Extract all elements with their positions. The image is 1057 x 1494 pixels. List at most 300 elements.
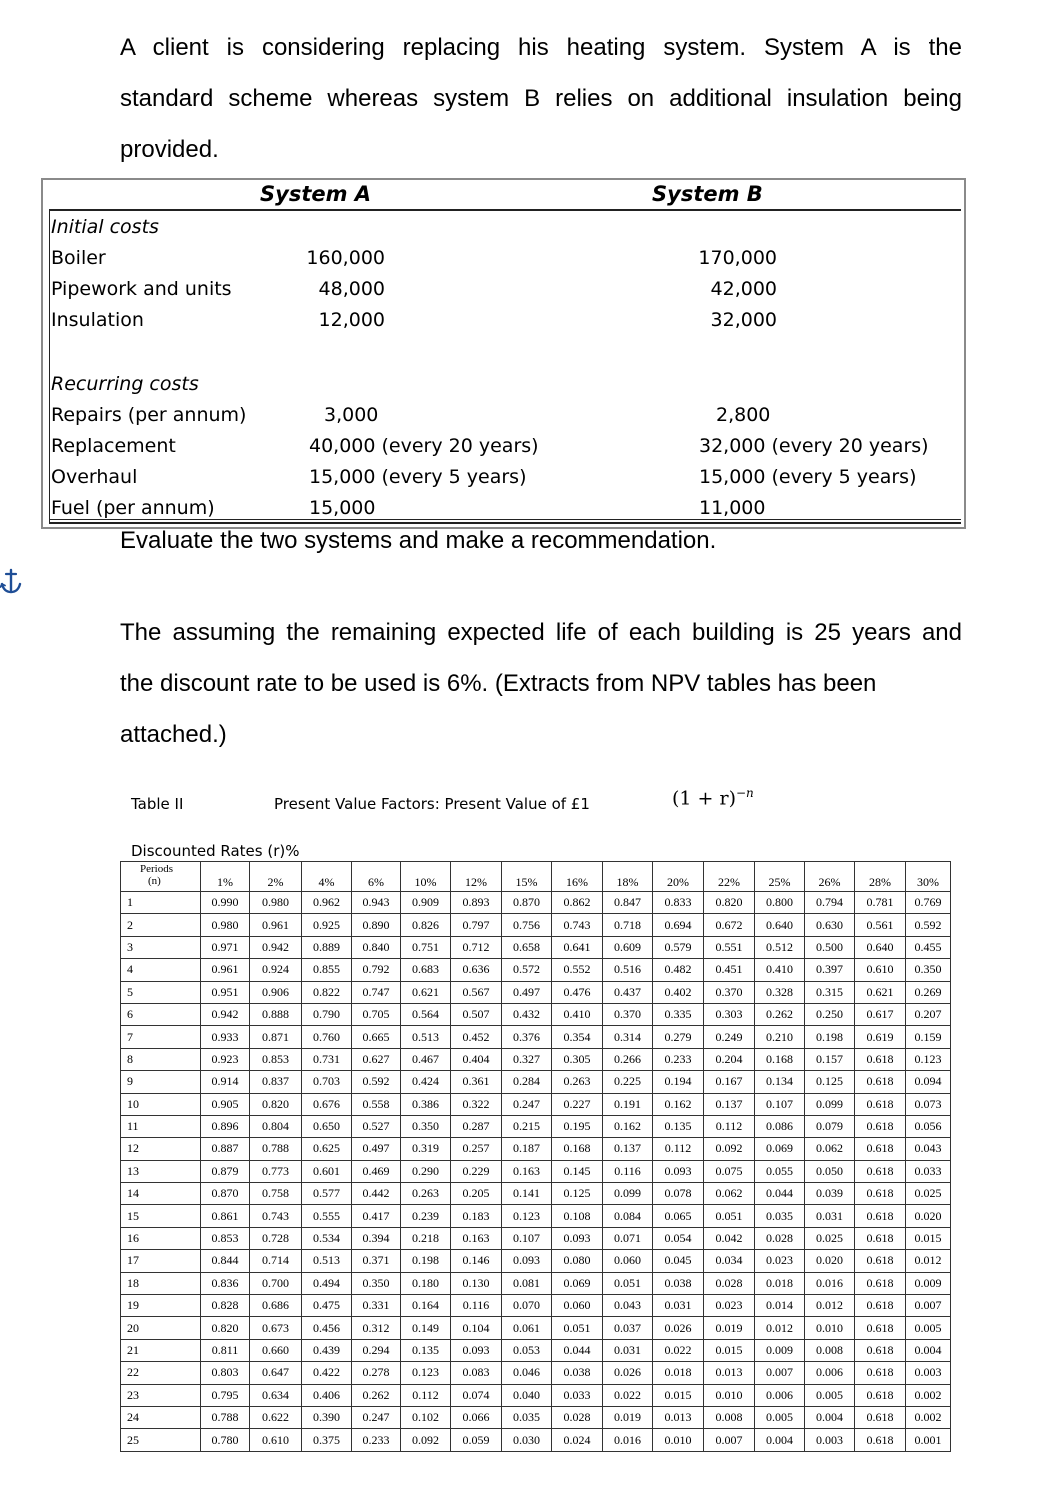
- factor-cell: 0.290: [401, 1160, 451, 1182]
- pv-formula: [672, 786, 754, 809]
- factor-cell: 0.262: [352, 1384, 401, 1406]
- section-label: Initial costs: [51, 216, 159, 238]
- factor-cell: 0.820: [704, 892, 755, 914]
- factor-cell: 0.335: [653, 1003, 704, 1025]
- factor-cell: 0.045: [653, 1250, 704, 1272]
- factor-cell: 0.279: [653, 1026, 704, 1048]
- factor-cell: 0.116: [451, 1295, 502, 1317]
- factor-cell: 0.552: [552, 959, 603, 981]
- factor-cell: 0.820: [250, 1093, 302, 1115]
- factor-cell: 0.051: [603, 1272, 653, 1294]
- factor-cell: 0.162: [653, 1093, 704, 1115]
- factor-cell: 0.386: [401, 1093, 451, 1115]
- factor-cell: 0.833: [653, 892, 704, 914]
- factor-cell: 0.618: [855, 1227, 906, 1249]
- factor-cell: 0.579: [653, 936, 704, 958]
- factor-cell: 0.284: [502, 1071, 552, 1093]
- factor-cell: 0.618: [855, 1205, 906, 1227]
- factor-cell: 0.410: [755, 959, 805, 981]
- discount-rates-label: Discounted Rates (r)%: [131, 842, 300, 860]
- factor-cell: 0.410: [552, 1003, 603, 1025]
- factor-cell: 0.567: [451, 981, 502, 1003]
- period-cell: 1: [121, 892, 201, 914]
- factor-cell: 0.328: [755, 981, 805, 1003]
- factor-cell: 0.527: [352, 1115, 401, 1137]
- factor-cell: 0.204: [704, 1048, 755, 1070]
- table-row: [121, 1093, 951, 1115]
- factor-cell: 0.561: [855, 914, 906, 936]
- period-cell: 10: [121, 1093, 201, 1115]
- factor-cell: 0.028: [552, 1406, 603, 1428]
- factor-cell: 0.062: [704, 1183, 755, 1205]
- factor-cell: 0.074: [451, 1384, 502, 1406]
- table-row: [121, 1183, 951, 1205]
- period-cell: 13: [121, 1160, 201, 1182]
- table-row: [121, 959, 951, 981]
- factor-cell: 0.728: [250, 1227, 302, 1249]
- factor-cell: 0.198: [805, 1026, 855, 1048]
- rate-header: 4%: [302, 862, 352, 892]
- factor-cell: 0.104: [451, 1317, 502, 1339]
- system-b-value: 15,000 (every 5 years): [699, 466, 917, 488]
- factor-cell: 0.075: [704, 1160, 755, 1182]
- periods-label: Periods: [140, 863, 173, 875]
- factor-cell: 0.198: [401, 1250, 451, 1272]
- factor-cell: 0.700: [250, 1272, 302, 1294]
- factor-cell: 0.239: [401, 1205, 451, 1227]
- factor-cell: 0.031: [653, 1295, 704, 1317]
- factor-cell: 0.038: [552, 1362, 603, 1384]
- factor-cell: 0.130: [451, 1272, 502, 1294]
- factor-cell: 0.800: [755, 892, 805, 914]
- factor-cell: 0.513: [302, 1250, 352, 1272]
- factor-cell: 0.376: [502, 1026, 552, 1048]
- factor-cell: 0.060: [603, 1250, 653, 1272]
- factor-cell: 0.187: [502, 1138, 552, 1160]
- rate-header: 16%: [552, 862, 603, 892]
- row-label: Pipework and units: [51, 278, 232, 300]
- factor-cell: 0.961: [201, 959, 250, 981]
- factor-cell: 0.247: [352, 1406, 401, 1428]
- period-cell: 8: [121, 1048, 201, 1070]
- factor-cell: 0.010: [653, 1429, 704, 1451]
- factor-cell: 0.887: [201, 1138, 250, 1160]
- factor-cell: 0.497: [502, 981, 552, 1003]
- factor-cell: 0.558: [352, 1093, 401, 1115]
- factor-cell: 0.004: [755, 1429, 805, 1451]
- factor-cell: 0.610: [855, 959, 906, 981]
- factor-cell: 0.262: [755, 1003, 805, 1025]
- factor-cell: 0.660: [250, 1339, 302, 1361]
- table-row: [121, 1138, 951, 1160]
- factor-cell: 0.909: [401, 892, 451, 914]
- factor-cell: 0.980: [250, 892, 302, 914]
- factor-cell: 0.093: [451, 1339, 502, 1361]
- factor-cell: 0.370: [603, 1003, 653, 1025]
- factor-cell: 0.269: [906, 981, 951, 1003]
- factor-cell: 0.609: [603, 936, 653, 958]
- factor-cell: 0.354: [552, 1026, 603, 1048]
- period-cell: 11: [121, 1115, 201, 1137]
- table-row: [121, 1272, 951, 1294]
- factor-cell: 0.162: [603, 1115, 653, 1137]
- factor-cell: 0.108: [552, 1205, 603, 1227]
- table-row: [121, 936, 951, 958]
- system-b-value: 170,000: [698, 247, 777, 269]
- table-row: [121, 1339, 951, 1361]
- table-row: [121, 1384, 951, 1406]
- factor-cell: 0.375: [302, 1429, 352, 1451]
- rate-header: 10%: [401, 862, 451, 892]
- factor-cell: 0.619: [855, 1026, 906, 1048]
- factor-cell: 0.893: [451, 892, 502, 914]
- factor-cell: 0.350: [906, 959, 951, 981]
- factor-cell: 0.149: [401, 1317, 451, 1339]
- factor-cell: 0.422: [302, 1362, 352, 1384]
- factor-cell: 0.625: [302, 1138, 352, 1160]
- factor-cell: 0.225: [603, 1071, 653, 1093]
- factor-cell: 0.712: [451, 936, 502, 958]
- factor-cell: 0.050: [805, 1160, 855, 1182]
- factor-cell: 0.069: [755, 1138, 805, 1160]
- factor-cell: 0.636: [451, 959, 502, 981]
- factor-cell: 0.622: [250, 1406, 302, 1428]
- factor-cell: 0.951: [201, 981, 250, 1003]
- factor-cell: 0.439: [302, 1339, 352, 1361]
- factor-cell: 0.183: [451, 1205, 502, 1227]
- factor-cell: 0.618: [855, 1429, 906, 1451]
- factor-cell: 0.005: [755, 1406, 805, 1428]
- factor-cell: 0.731: [302, 1048, 352, 1070]
- factor-cell: 0.084: [603, 1205, 653, 1227]
- system-a-header: System A: [260, 182, 372, 206]
- system-b-value: 11,000: [699, 497, 766, 519]
- factor-cell: 0.060: [552, 1295, 603, 1317]
- factor-cell: 0.855: [302, 959, 352, 981]
- factor-cell: 0.797: [451, 914, 502, 936]
- period-cell: 25: [121, 1429, 201, 1451]
- factor-cell: 0.001: [906, 1429, 951, 1451]
- factor-cell: 0.016: [603, 1429, 653, 1451]
- factor-cell: 0.062: [805, 1138, 855, 1160]
- factor-cell: 0.046: [502, 1362, 552, 1384]
- factor-cell: 0.287: [451, 1115, 502, 1137]
- factor-cell: 0.672: [704, 914, 755, 936]
- factor-cell: 0.116: [603, 1160, 653, 1182]
- factor-cell: 0.618: [855, 1406, 906, 1428]
- factor-cell: 0.024: [552, 1429, 603, 1451]
- factor-cell: 0.094: [906, 1071, 951, 1093]
- factor-cell: 0.618: [855, 1250, 906, 1272]
- factor-cell: 0.513: [401, 1026, 451, 1048]
- table-row: [121, 1317, 951, 1339]
- table-row: [121, 1429, 951, 1451]
- factor-cell: 0.013: [653, 1406, 704, 1428]
- factor-cell: 0.005: [805, 1384, 855, 1406]
- factor-cell: 0.676: [302, 1093, 352, 1115]
- factor-cell: 0.022: [603, 1384, 653, 1406]
- factor-cell: 0.790: [302, 1003, 352, 1025]
- system-a-value: 48,000: [318, 278, 385, 300]
- factor-cell: 0.694: [653, 914, 704, 936]
- factor-cell: 0.033: [552, 1384, 603, 1406]
- factor-cell: 0.229: [451, 1160, 502, 1182]
- factor-cell: 0.452: [451, 1026, 502, 1048]
- assumption-line-2: the discount rate to be used is 6%. (Extracts from NPV tables has been: [120, 670, 877, 697]
- factor-cell: 0.137: [603, 1138, 653, 1160]
- factor-cell: 0.890: [352, 914, 401, 936]
- factor-cell: 0.247: [502, 1093, 552, 1115]
- factor-cell: 0.703: [302, 1071, 352, 1093]
- factor-cell: 0.618: [855, 1362, 906, 1384]
- period-cell: 23: [121, 1384, 201, 1406]
- factor-cell: 0.078: [653, 1183, 704, 1205]
- factor-cell: 0.112: [653, 1138, 704, 1160]
- factor-cell: 0.210: [755, 1026, 805, 1048]
- system-a-value: 3,000: [324, 404, 379, 426]
- period-cell: 7: [121, 1026, 201, 1048]
- factor-cell: 0.780: [201, 1429, 250, 1451]
- factor-cell: 0.168: [552, 1138, 603, 1160]
- factor-cell: 0.112: [704, 1115, 755, 1137]
- factor-cell: 0.025: [906, 1183, 951, 1205]
- factor-cell: 0.054: [653, 1227, 704, 1249]
- factor-cell: 0.163: [502, 1160, 552, 1182]
- factor-cell: 0.035: [502, 1406, 552, 1428]
- periods-header: [121, 862, 201, 892]
- factor-cell: 0.781: [855, 892, 906, 914]
- factor-cell: 0.004: [906, 1339, 951, 1361]
- factor-cell: 0.042: [704, 1227, 755, 1249]
- factor-cell: 0.008: [704, 1406, 755, 1428]
- factor-cell: 0.315: [805, 981, 855, 1003]
- factor-cell: 0.914: [201, 1071, 250, 1093]
- factor-cell: 0.135: [653, 1115, 704, 1137]
- factor-cell: 0.942: [250, 936, 302, 958]
- table-row: [121, 1227, 951, 1249]
- factor-cell: 0.467: [401, 1048, 451, 1070]
- intro-paragraph: [120, 22, 962, 175]
- assumption-line-3: attached.): [120, 721, 227, 748]
- table-row: [121, 1205, 951, 1227]
- factor-cell: 0.031: [805, 1205, 855, 1227]
- factor-cell: 0.123: [401, 1362, 451, 1384]
- factor-cell: 0.195: [552, 1115, 603, 1137]
- formula-base: (1 + r): [672, 787, 736, 810]
- rate-header: 25%: [755, 862, 805, 892]
- factor-cell: 0.618: [855, 1160, 906, 1182]
- factor-cell: 0.303: [704, 1003, 755, 1025]
- factor-cell: 0.305: [552, 1048, 603, 1070]
- factor-cell: 0.135: [401, 1339, 451, 1361]
- factor-cell: 0.123: [502, 1205, 552, 1227]
- factor-cell: 0.038: [653, 1272, 704, 1294]
- factor-cell: 0.803: [201, 1362, 250, 1384]
- factor-cell: 0.370: [704, 981, 755, 1003]
- factor-cell: 0.071: [603, 1227, 653, 1249]
- factor-cell: 0.125: [552, 1183, 603, 1205]
- factor-cell: 0.134: [755, 1071, 805, 1093]
- table-row: [121, 1250, 951, 1272]
- factor-cell: 0.194: [653, 1071, 704, 1093]
- factor-cell: 0.758: [250, 1183, 302, 1205]
- factor-cell: 0.743: [250, 1205, 302, 1227]
- factor-cell: 0.756: [502, 914, 552, 936]
- factor-cell: 0.007: [755, 1362, 805, 1384]
- factor-cell: 0.009: [906, 1272, 951, 1294]
- factor-cell: 0.647: [250, 1362, 302, 1384]
- factor-cell: 0.792: [352, 959, 401, 981]
- factor-cell: 0.743: [552, 914, 603, 936]
- factor-cell: 0.853: [201, 1227, 250, 1249]
- factor-cell: 0.004: [805, 1406, 855, 1428]
- factor-cell: 0.014: [755, 1295, 805, 1317]
- row-label: Replacement: [51, 435, 176, 457]
- formula-exponent: −n: [736, 786, 754, 800]
- factor-cell: 0.906: [250, 981, 302, 1003]
- intro-line-3: provided.: [120, 136, 219, 163]
- factor-cell: 0.028: [755, 1227, 805, 1249]
- period-cell: 12: [121, 1138, 201, 1160]
- factor-cell: 0.233: [653, 1048, 704, 1070]
- factor-cell: 0.888: [250, 1003, 302, 1025]
- row-label: Insulation: [51, 309, 144, 331]
- factor-cell: 0.043: [906, 1138, 951, 1160]
- system-a-value: 15,000: [309, 497, 376, 519]
- factor-cell: 0.650: [302, 1115, 352, 1137]
- factor-cell: 0.686: [250, 1295, 302, 1317]
- factor-cell: 0.879: [201, 1160, 250, 1182]
- factor-cell: 0.164: [401, 1295, 451, 1317]
- factor-cell: 0.621: [855, 981, 906, 1003]
- factor-cell: 0.424: [401, 1071, 451, 1093]
- factor-cell: 0.006: [805, 1362, 855, 1384]
- factor-cell: 0.056: [906, 1115, 951, 1137]
- factor-cell: 0.592: [352, 1071, 401, 1093]
- factor-cell: 0.592: [906, 914, 951, 936]
- table-row: [121, 1295, 951, 1317]
- factor-cell: 0.319: [401, 1138, 451, 1160]
- factor-cell: 0.482: [653, 959, 704, 981]
- factor-cell: 0.146: [451, 1250, 502, 1272]
- factor-cell: 0.618: [855, 1384, 906, 1406]
- factor-cell: 0.640: [855, 936, 906, 958]
- factor-cell: 0.018: [653, 1362, 704, 1384]
- factor-cell: 0.658: [502, 936, 552, 958]
- factor-cell: 0.191: [603, 1093, 653, 1115]
- row-label: Boiler: [51, 247, 106, 269]
- rate-header: 1%: [201, 862, 250, 892]
- factor-cell: 0.714: [250, 1250, 302, 1272]
- factor-cell: 0.002: [906, 1406, 951, 1428]
- rate-header: 26%: [805, 862, 855, 892]
- factor-cell: 0.013: [704, 1362, 755, 1384]
- factor-cell: 0.044: [755, 1183, 805, 1205]
- row-label: Fuel (per annum): [51, 497, 215, 519]
- period-cell: 17: [121, 1250, 201, 1272]
- factor-cell: 0.933: [201, 1026, 250, 1048]
- rate-header: 18%: [603, 862, 653, 892]
- factor-cell: 0.025: [805, 1227, 855, 1249]
- factor-cell: 0.163: [451, 1227, 502, 1249]
- table-row: [121, 892, 951, 914]
- factor-cell: 0.035: [755, 1205, 805, 1227]
- factor-cell: 0.020: [805, 1250, 855, 1272]
- factor-cell: 0.361: [451, 1071, 502, 1093]
- factor-cell: 0.610: [250, 1429, 302, 1451]
- table-row: [121, 1160, 951, 1182]
- factor-cell: 0.618: [855, 1115, 906, 1137]
- factor-cell: 0.080: [552, 1250, 603, 1272]
- table-row: [121, 1048, 951, 1070]
- system-a-value: 15,000 (every 5 years): [309, 466, 527, 488]
- factor-cell: 0.861: [201, 1205, 250, 1227]
- factor-cell: 0.627: [352, 1048, 401, 1070]
- factor-cell: 0.023: [704, 1295, 755, 1317]
- factor-cell: 0.137: [704, 1093, 755, 1115]
- factor-cell: 0.250: [805, 1003, 855, 1025]
- factor-cell: 0.507: [451, 1003, 502, 1025]
- factor-cell: 0.896: [201, 1115, 250, 1137]
- factor-cell: 0.350: [401, 1115, 451, 1137]
- factor-cell: 0.015: [704, 1339, 755, 1361]
- factor-cell: 0.030: [502, 1429, 552, 1451]
- factor-cell: 0.327: [502, 1048, 552, 1070]
- table-row: [121, 1406, 951, 1428]
- factor-cell: 0.889: [302, 936, 352, 958]
- factor-cell: 0.008: [805, 1339, 855, 1361]
- factor-cell: 0.773: [250, 1160, 302, 1182]
- factor-cell: 0.618: [855, 1093, 906, 1115]
- factor-cell: 0.962: [302, 892, 352, 914]
- factor-cell: 0.227: [552, 1093, 603, 1115]
- factor-cell: 0.019: [603, 1406, 653, 1428]
- factor-cell: 0.107: [502, 1227, 552, 1249]
- factor-cell: 0.069: [552, 1272, 603, 1294]
- factor-cell: 0.469: [352, 1160, 401, 1182]
- factor-cell: 0.215: [502, 1115, 552, 1137]
- factor-cell: 0.442: [352, 1183, 401, 1205]
- factor-cell: 0.795: [201, 1384, 250, 1406]
- factor-cell: 0.853: [250, 1048, 302, 1070]
- factor-cell: 0.009: [755, 1339, 805, 1361]
- factor-cell: 0.404: [451, 1048, 502, 1070]
- factor-cell: 0.207: [906, 1003, 951, 1025]
- table-row: [121, 981, 951, 1003]
- factor-cell: 0.015: [653, 1384, 704, 1406]
- factor-cell: 0.837: [250, 1071, 302, 1093]
- factor-cell: 0.031: [603, 1339, 653, 1361]
- factor-cell: 0.451: [704, 959, 755, 981]
- factor-cell: 0.788: [201, 1406, 250, 1428]
- factor-cell: 0.145: [552, 1160, 603, 1182]
- factor-cell: 0.577: [302, 1183, 352, 1205]
- assumption-line-1: The assuming the remaining expected life of each building is 25 years and: [120, 619, 962, 646]
- factor-cell: 0.059: [451, 1429, 502, 1451]
- factor-cell: 0.278: [352, 1362, 401, 1384]
- table-row: [121, 1026, 951, 1048]
- factor-cell: 0.617: [855, 1003, 906, 1025]
- factor-cell: 0.572: [502, 959, 552, 981]
- factor-cell: 0.534: [302, 1227, 352, 1249]
- factor-cell: 0.871: [250, 1026, 302, 1048]
- factor-cell: 0.371: [352, 1250, 401, 1272]
- factor-cell: 0.020: [906, 1205, 951, 1227]
- factor-cell: 0.826: [401, 914, 451, 936]
- factor-cell: 0.012: [755, 1317, 805, 1339]
- factor-cell: 0.263: [401, 1183, 451, 1205]
- factor-cell: 0.015: [906, 1227, 951, 1249]
